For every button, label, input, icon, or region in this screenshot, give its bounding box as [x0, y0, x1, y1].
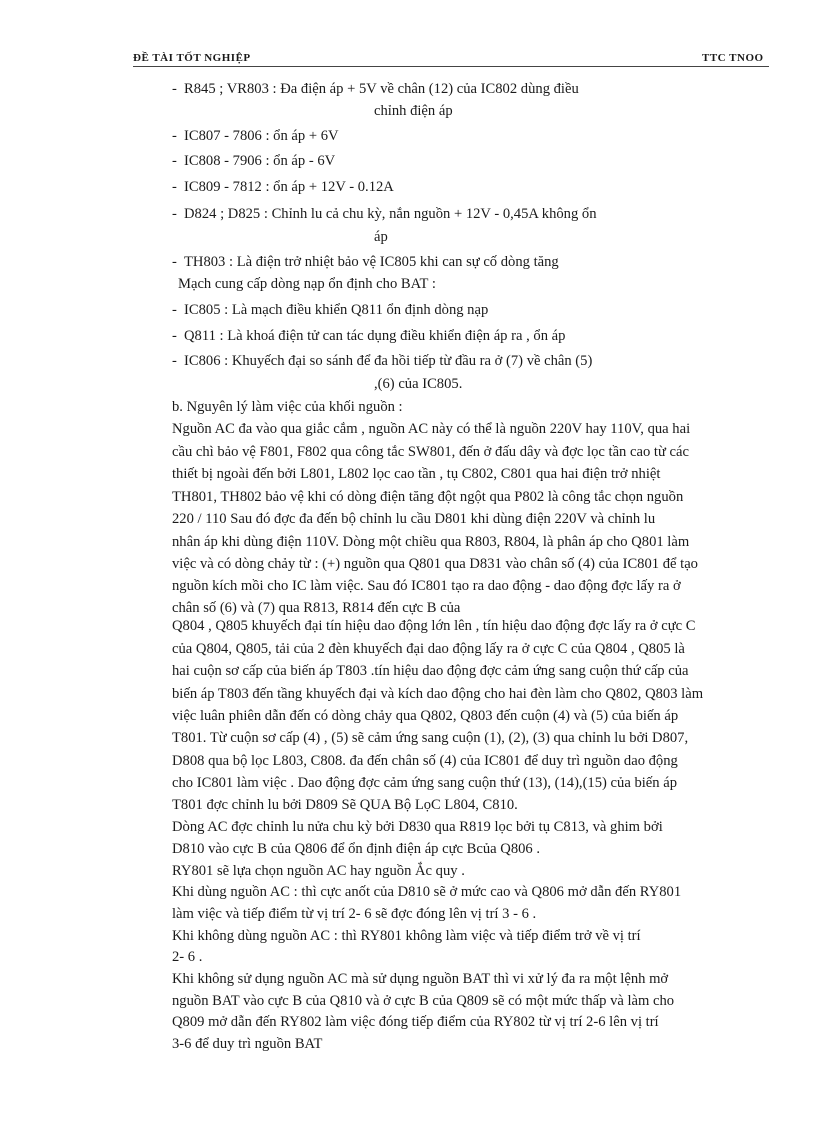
header-rule	[133, 66, 769, 67]
paragraph-line: chân số (6) và (7) qua R813, R814 đến cực B của	[172, 600, 461, 616]
paragraph-line: D810 vào cực B của Q806 để ổn định điện áp cực Bcủa Q806 .	[172, 841, 541, 857]
bullet-text: R845 ; VR803 : Đa điện áp + 5V về chân (12) của IC802 dùng điều	[184, 81, 579, 97]
paragraph-line: Khi không sử dụng nguồn AC mà sử dụng nguồn BAT thì vi xử lý đa ra một lệnh mở	[172, 971, 669, 987]
bullet-continuation: chỉnh điện áp	[374, 103, 453, 119]
paragraph-line: T801 đợc chỉnh lu bởi D809 Sẽ QUA Bộ LọC L804, C810.	[172, 797, 518, 813]
paragraph-line: 3-6 để duy trì nguồn BAT	[172, 1036, 323, 1052]
section-title: b. Nguyên lý làm việc của khối nguồn :	[172, 399, 403, 415]
bullet-dash: -	[172, 128, 177, 144]
bullet-text: IC809 - 7812 : ổn áp + 12V - 0.12A	[184, 179, 394, 195]
paragraph-line: RY801 sẽ lựa chọn nguồn AC hay nguồn Ắc quy .	[172, 863, 465, 879]
paragraph-line: nhân áp khi dùng điện 110V. Dòng một chiều qua R803, R804, là phân áp cho Q801 làm	[172, 534, 690, 550]
bullet-dash: -	[172, 179, 177, 195]
paragraph-line: cầu chì bảo vệ F801, F802 qua công tắc SW801, đến ở đấu dây và đợc lọc tần cao từ các	[172, 444, 689, 460]
paragraph-line: D808 qua bộ lọc L803, C808. đa đến chân số (4) của IC801 để duy trì nguồn dao động	[172, 753, 678, 769]
paragraph-line: Nguồn AC đa vào qua giắc cắm , nguồn AC này có thể là nguồn 220V hay 110V, qua hai	[172, 421, 691, 437]
paragraph-line: Khi dùng nguồn AC : thì cực anốt của D810 sẽ ở mức cao và Q806 mở dẫn đến RY801	[172, 884, 682, 900]
paragraph-line: Q804 , Q805 khuyếch đại tín hiệu dao động lớn lên , tín hiệu dao động đợc lấy ra ở cực C	[172, 618, 696, 634]
bullet-text: IC806 : Khuyếch đại so sánh để đa hồi tiếp từ đầu ra ở (7) về chân (5)	[184, 353, 593, 369]
paragraph-line: biến áp T803 đến tầng khuyếch đại và kích dao động cho hai đèn làm cho Q802, Q803 làm	[172, 686, 704, 702]
bullet-dash: -	[172, 328, 177, 344]
paragraph-line: Q809 mở dẫn đến RY802 làm việc đóng tiếp điểm của RY802 từ vị trí 2-6 lên vị trí	[172, 1014, 659, 1030]
bullet-text: Q811 : Là khoá điện tử can tác dụng điều khiển điện áp ra , ổn áp	[184, 328, 566, 344]
paragraph-line: nguồn BAT vào cực B của Q810 và ở cực B của Q809 sẽ có một mức thấp và làm cho	[172, 993, 675, 1009]
paragraph-line: hai cuộn sơ cấp của biến áp T803 .tín hiệu dao động đợc cảm ứng sang cuộn thứ cấp của	[172, 663, 689, 679]
bullet-continuation: áp	[374, 229, 388, 245]
paragraph-line: việc luân phiên dẫn đến có dòng chảy qua Q802, Q803 đến cuộn (4) và (5) của biến áp	[172, 708, 679, 724]
paragraph-line: Dòng AC đợc chỉnh lu nửa chu kỳ bởi D830 qua R819 lọc bởi tụ C813, và ghim bởi	[172, 819, 663, 835]
bullet-text: IC808 - 7906 : ổn áp - 6V	[184, 153, 336, 169]
paragraph-line: Khi không dùng nguồn AC : thì RY801 không làm việc và tiếp điểm trở về vị trí	[172, 928, 641, 944]
paragraph-line: TH801, TH802 bảo vệ khi có dòng điện tăng đột ngột qua P802 là công tắc chọn nguồn	[172, 489, 684, 505]
bullet-dash: -	[172, 206, 177, 222]
bullet-text: IC807 - 7806 : ổn áp + 6V	[184, 128, 339, 144]
subheading: Mạch cung cấp dòng nạp ổn định cho BAT :	[178, 276, 436, 292]
bullet-text: IC805 : Là mạch điều khiển Q811 ổn định dòng nạp	[184, 302, 489, 318]
bullet-dash: -	[172, 353, 177, 369]
bullet-text: D824 ; D825 : Chỉnh lu cả chu kỳ, nắn nguồn + 12V - 0,45A không ổn	[184, 206, 597, 222]
paragraph-line: thiết bị ngoài đến bởi L801, L802 lọc cao tần , tụ C802, C801 qua hai điện trở nhiệt	[172, 466, 661, 482]
bullet-dash: -	[172, 81, 177, 97]
paragraph-line: 220 / 110 Sau đó đợc đa đến bộ chỉnh lu cầu D801 khi dùng điện 220V và chỉnh lu	[172, 511, 656, 527]
paragraph-line: 2- 6 .	[172, 949, 203, 965]
paragraph-line: nguồn kích mồi cho IC làm việc. Sau đó IC801 tạo ra dao động - dao động đợc lấy ra ở	[172, 578, 681, 594]
paragraph-line: làm việc và tiếp điểm từ vị trí 2- 6 sẽ đợc đóng lên vị trí 3 - 6 .	[172, 906, 537, 922]
bullet-continuation: ,(6) của IC805.	[374, 376, 463, 392]
bullet-text: TH803 : Là điện trở nhiệt bảo vệ IC805 khi can sự cố dòng tăng	[184, 254, 559, 270]
bullet-dash: -	[172, 153, 177, 169]
header-right: TTC TNOO	[702, 52, 764, 64]
paragraph-line: của Q804, Q805, tải của 2 đèn khuyếch đại dao động lấy ra ở cực C của Q804 , Q805 là	[172, 641, 685, 657]
header-left: ĐỀ TÀI TỐT NGHIỆP	[133, 52, 251, 64]
paragraph-line: việc và có dòng chảy từ : (+) nguồn qua Q801 qua D831 vào chân số (4) của IC801 để tạo	[172, 556, 698, 572]
paragraph-line: cho IC801 làm việc . Dao động đợc cảm ứng sang cuộn thứ (13), (14),(15) của biến áp	[172, 775, 677, 791]
bullet-dash: -	[172, 254, 177, 270]
paragraph-line: T801. Từ cuộn sơ cấp (4) , (5) sẽ cảm ứng sang cuộn (1), (2), (3) qua chỉnh lu bởi D807,	[172, 730, 689, 746]
bullet-dash: -	[172, 302, 177, 318]
